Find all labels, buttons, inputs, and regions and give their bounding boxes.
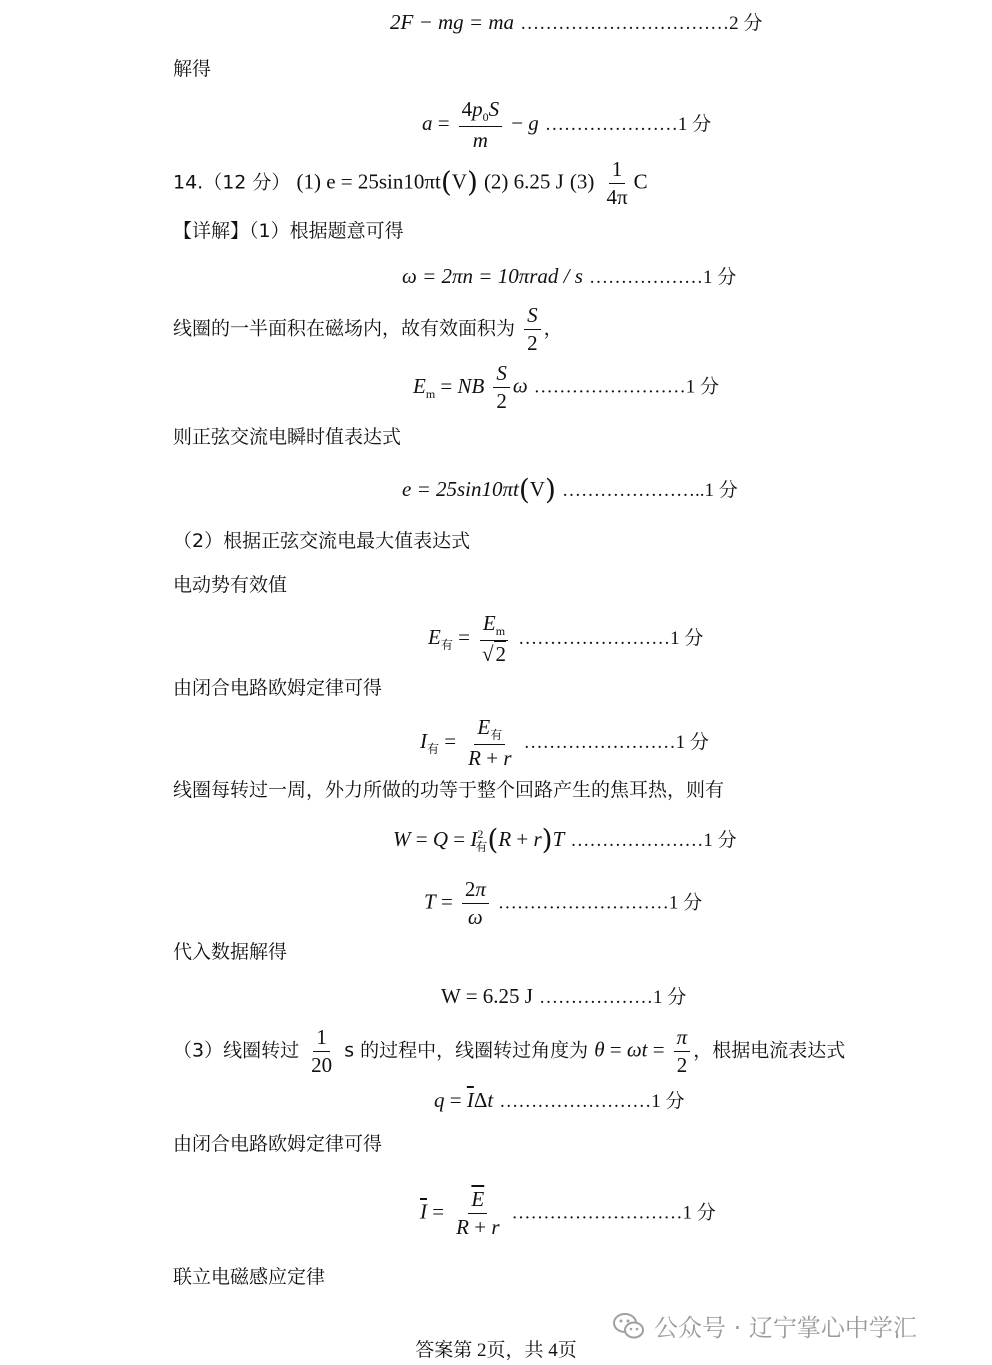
score-dots: ………………1 分 xyxy=(588,267,737,288)
score-dots: ………………………1 分 xyxy=(511,1202,716,1224)
eq-omega-expr: ω = 2πn = 10πrad / s xyxy=(402,264,583,288)
part3-a: （3）线圈转过 xyxy=(173,1039,300,1062)
text-faraday: 联立电磁感应定律 xyxy=(173,1266,326,1288)
part3-c: ，根据电流表达式 xyxy=(693,1039,846,1062)
text-ohm-1: 由闭合电路欧姆定律可得 xyxy=(173,677,383,699)
page-footer: 答案第 2页，共 4页 xyxy=(415,1340,577,1361)
text-part3: （3）线圈转过 $\frac{1}{20}$ s 的过程中，线圈转过角度为 θ = ωt = $\frac{\pi}{2}$ ，根据电流表达式 xyxy=(173,1025,846,1078)
watermark-text: 公众号 · 辽宁掌心中学汇 xyxy=(654,1314,917,1342)
score-dots: ………………………1 分 xyxy=(497,892,703,914)
eq-period: T = $\frac{2\pi}{\omega}$ ………………………1 分 xyxy=(424,877,703,930)
text-effective-area: 线圈的一半面积在磁场内，故有效面积为 $\frac{S}{2}$ ， xyxy=(173,303,563,356)
eq-work: $W = Q = I^2_有(R + r)T$ …………………1 分 xyxy=(393,823,737,856)
score-dots: ……………………1 分 xyxy=(499,1091,685,1112)
score-dots: …………………1 分 xyxy=(544,114,712,136)
q14-header: 14.（12 分） (1) e = 25sin10πt(V) (2) 6.25 J (3) $\frac{1}{4\pi}$ C xyxy=(173,157,648,210)
eq-work-result-expr: W = 6.25 J xyxy=(441,984,533,1008)
score-dots: ……………………1 分 xyxy=(533,376,720,398)
eq-omega xyxy=(402,266,736,287)
q14-number: 14.（12 分） xyxy=(173,171,291,194)
eq-charge: $q = \overline{I}\Delta t$ ……………………1 分 xyxy=(434,1088,685,1112)
score-dots: ……………………1 分 xyxy=(523,732,709,754)
eq-acceleration: a = $\frac{4p_0S}{m}$ − g …………………1 分 xyxy=(422,97,712,153)
q14-answer-3: (3) xyxy=(569,169,595,194)
text-solve: 解得 xyxy=(173,58,212,80)
text-detail-1: 【详解】（1）根据题意可得 xyxy=(173,220,404,242)
q14-answer-1: (1) e = 25sin10πt xyxy=(296,169,441,194)
eq-newton-expr: 2F − mg = ma xyxy=(390,10,515,34)
score-dots: ……………………………2 分 xyxy=(520,13,763,34)
score-dots: …………………..1 分 xyxy=(561,480,738,501)
text-substitute: 代入数据解得 xyxy=(173,941,288,963)
text-ohm-2: 由闭合电路欧姆定律可得 xyxy=(173,1133,383,1155)
eq-instantaneous-expr: e = 25sin10πt xyxy=(402,477,519,501)
eq-rms-emf: $E_有$ = $\frac{E_m}{√2}$ ……………………1 分 xyxy=(428,611,704,667)
eq-work-result xyxy=(441,986,686,1007)
text-instantaneous: 则正弦交流电瞬时值表达式 xyxy=(173,426,402,448)
q14-answer-2: (2) 6.25 J xyxy=(483,169,564,194)
eq-rms-current: $I_有$ = $\frac{E_有}{R + r}$ ……………………1 分 xyxy=(420,715,709,771)
text-rms-emf: 电动势有效值 xyxy=(173,574,288,596)
eq-em: $E_m$ = NB $\frac{S}{2}$ ω ……………………1 分 xyxy=(413,361,720,414)
text-work-heat: 线圈每转过一周，外力所做的功等于整个回路产生的焦耳热，则有 xyxy=(173,779,725,801)
score-dots: ……………………1 分 xyxy=(518,628,704,650)
part3-b: s 的过程中，线圈转过角度为 xyxy=(344,1039,589,1062)
score-dots: ………………1 分 xyxy=(539,987,687,1008)
eq-newton xyxy=(390,12,762,33)
eq-instantaneous: e = 25sin10πt(V) …………………..1 分 xyxy=(402,473,738,506)
text-part2: （2）根据正弦交流电最大值表达式 xyxy=(173,530,471,552)
eq-avg-current: $\overline{I}$ = $\frac{\overline{E}}{R + r}$ ………………………1 分 xyxy=(420,1187,716,1240)
score-dots: …………………1 分 xyxy=(570,830,737,851)
effective-area-label: 线圈的一半面积在磁场内，故有效面积为 xyxy=(173,317,516,340)
